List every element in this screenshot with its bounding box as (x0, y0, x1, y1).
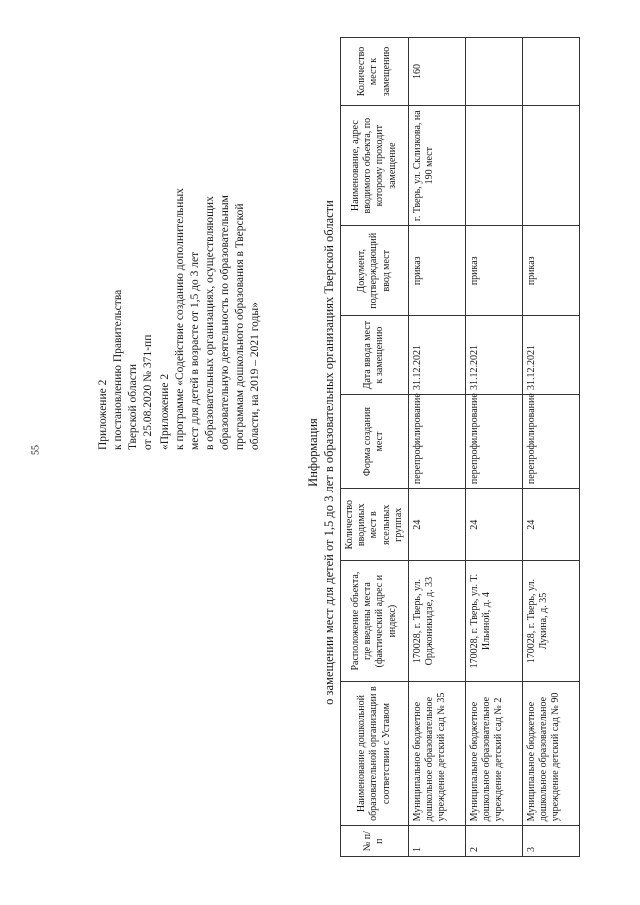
cell-replace: 160 (408, 38, 465, 106)
header-object: Наименование, адрес вводимого объекта, по которому проходит замещение (341, 105, 409, 225)
appendix-line: Приложение 2 (97, 379, 109, 450)
heading-title: Информация (306, 418, 320, 487)
table-row (408, 38, 465, 857)
program-line: к программе «Содействие созданию дополнительных (173, 188, 186, 450)
cell-count: 24 (522, 489, 579, 561)
appendix-header (96, 190, 156, 450)
cell-form: перепрофилирование (522, 394, 579, 488)
appendix-line: от 25.08.2020 № 371-пп (141, 334, 154, 450)
appendix-line: Тверской области (126, 364, 139, 450)
program-line: в образовательных организациях, осуществляющих (203, 196, 216, 450)
header-address: Расположение объекта, где введены места (фактический адрес и индекс) (341, 561, 409, 681)
page-number: 55 (30, 445, 42, 455)
cell-address: 170028, г. Тверь, ул. Лукина, д. 35 (522, 561, 579, 681)
program-reference (158, 120, 263, 450)
header-form: Форма создания мест (341, 394, 409, 488)
cell-date: 31.12.2021 (408, 316, 465, 395)
cell-date: 31.12.2021 (522, 316, 579, 395)
cell-date: 31.12.2021 (465, 316, 522, 395)
cell-replace (465, 38, 522, 106)
info-table (340, 37, 580, 857)
program-line: образовательную деятельность по образовательным (218, 195, 231, 450)
cell-object (522, 105, 579, 225)
cell-address: 170028, г. Тверь, ул. Орджоникидзе, д. 33 (408, 561, 465, 681)
cell-num: 3 (522, 826, 579, 857)
cell-replace (522, 38, 579, 106)
header-doc: Документ, подтверждающий ввод мест (341, 226, 409, 316)
cell-num: 2 (465, 826, 522, 857)
cell-doc: приказ (465, 226, 522, 316)
cell-num: 1 (408, 826, 465, 857)
table-row (465, 38, 522, 857)
appendix-line: к постановлению Правительства (111, 289, 124, 450)
cell-org: Муниципальное бюджетное дошкольное образовательное учреждение детский сад № 90 (522, 681, 579, 826)
heading-subtitle: о замещении мест для детей от 1,5 до 3 лет в образовательных организациях Тверской области (322, 200, 337, 705)
header-replace: Количество мест к замещению (341, 38, 409, 106)
cell-doc: приказ (408, 226, 465, 316)
cell-count: 24 (465, 489, 522, 561)
program-line: программам дошкольного образования в Тверской (233, 203, 246, 450)
program-line: области, на 2019 – 2021 годы» (248, 302, 261, 450)
cell-org: Муниципальное бюджетное дошкольное образовательное учреждение детский сад № 2 (465, 681, 522, 826)
cell-doc: приказ (522, 226, 579, 316)
header-count: Количество вводимых мест в ясельных группах (341, 489, 409, 561)
cell-form: перепрофилирование (408, 394, 465, 488)
header-num: № п/п (341, 826, 409, 857)
cell-object: г. Тверь, ул. Склизкова, на 190 мест (408, 105, 465, 225)
cell-form: перепрофилирование (465, 394, 522, 488)
program-line: «Приложение 2 (159, 373, 171, 450)
table-row (522, 38, 579, 857)
header-date: Дата ввода мест к замещению (341, 316, 409, 395)
cell-address: 170028, г. Тверь, ул. Т. Ильиной, д. 4 (465, 561, 522, 681)
cell-count: 24 (408, 489, 465, 561)
table-header-row (341, 38, 409, 857)
document-heading (305, 60, 338, 845)
cell-org: Муниципальное бюджетное дошкольное образовательное учреждение детский сад № 35 (408, 681, 465, 826)
header-org: Наименование дошкольной образовательной организации в соответствии с Уставом (341, 681, 409, 826)
cell-object (465, 105, 522, 225)
program-line: мест для детей в возрасте от 1,5 до 3 лет (188, 251, 201, 450)
